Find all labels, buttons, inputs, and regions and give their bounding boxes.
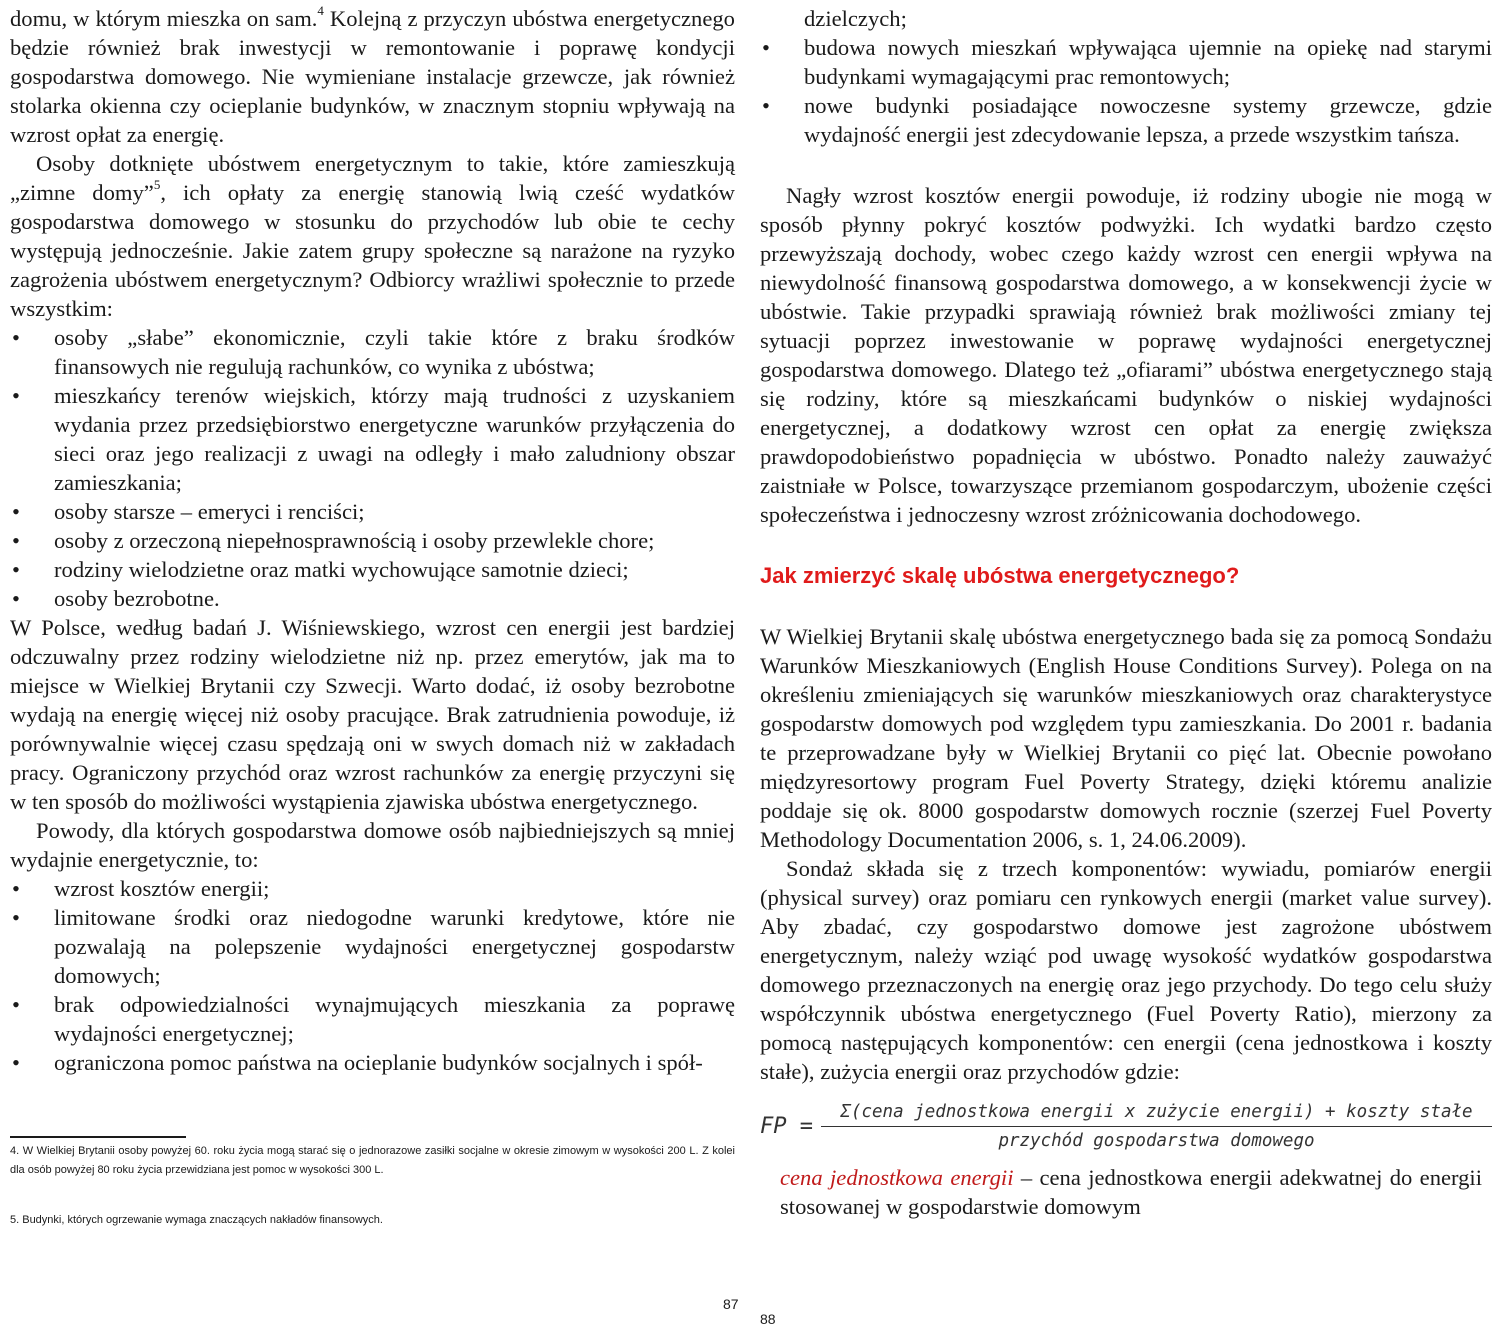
paragraph: W Wielkiej Brytanii skalę ubóstwa energetycznego bada się za pomocą Sondażu Warunków Mieszkaniowych (English House Conditions Survey). Polega on na określeniu zmieniających się warunków mieszkaniowych oraz charakterystyce gospodarstw domowych pod względem typu zamieszkania. Do 2001 r. badania te przeprowadzane były w Wielkiej Brytanii co pięć lat. Obecnie powołano międzyresortowy program Fuel Poverty Strategy, dzięki któremu analizie poddaje się ok. 8000 gospodarstw domowych rocznie (szerzej Fuel Poverty Methodology Documentation 2006, s. 1, 24.06.2009). (760, 624, 1492, 852)
list-item: • brak odpowiedzialności wynajmujących mieszkania za poprawę wydajności energetycznej; (10, 990, 735, 1048)
formula-numerator: Σ(cena jednostkowa energii x zużycie energii) + koszty stałe (821, 1100, 1492, 1127)
footnote-5: 5. Budynki, których ogrzewanie wymaga znaczących nakładów finansowych. (10, 1214, 383, 1226)
list-item: • mieszkańcy terenów wiejskich, którzy mają trudności z uzyskaniem wydania przez przedsiębiorstwo energetyczne warunków przyłączenia do sieci oraz jego realizacji z uwagi na odległy i mało zaludniony obszar zamieszkania; (10, 381, 735, 497)
list-continuation: dzielczych; (804, 6, 907, 31)
page-number-right: 88 (760, 1311, 776, 1327)
footnote-ref-5[interactable]: 5 (153, 177, 161, 193)
paragraph: Osoby dotknięte ubóstwem energetycznym to takie, które zamieszkują „zimne domy”$^5$, ich opłaty za energię stanowią lwią cześć wydatków gospodarstwa domowego w stosunku do przychodów lub obie te cechy występują jednocześnie. Jakie zatem grupy społeczne są narażone na ryzyko zagrożenia ubóstwem energetycznym? Odbiorcy wrażliwi społecznie to przede wszystkim: (10, 151, 735, 321)
list-item: • budowa nowych mieszkań wpływająca ujemnie na opiekę nad starymi budynkami wymagającymi prac remontowych; (760, 33, 1492, 91)
formula-lhs: FP = (760, 1114, 813, 1139)
list-item: • osoby z orzeczoną niepełnosprawnością i osoby przewlekle chore; (10, 526, 735, 555)
vulnerable-groups-list (10, 323, 735, 613)
footnotes (10, 1136, 735, 1230)
definition-term: cena jednostkowa energii (780, 1165, 1014, 1190)
list-item: • rodziny wielodzietne oraz matki wychowujące samotnie dzieci; (10, 555, 735, 584)
list-item: • osoby „słabe” ekonomicznie, czyli takie które z braku środków finansowych nie regulują rachunków, co wynika z ubóstwa; (10, 323, 735, 381)
paragraph: domu, w którym mieszka on sam.$^4$ Kolejną z przyczyn ubóstwa energetycznego będzie również brak inwestycji w remontowanie i poprawę kondycji gospodarstwa domowego. Nie wymieniane instalacje grzewcze, jak również stolarka okienna czy ocieplanie budynków, w znacznym stopniu wpływają na wzrost opłat za energię. (10, 3, 735, 147)
footnote-ref-4[interactable]: 4 (317, 3, 324, 19)
list-item: • limitowane środki oraz niedogodne warunki kredytowe, które nie pozwalają na polepszenie wydajności energetycznej gospodarstw domowych; (10, 903, 735, 990)
list-item: • wzrost kosztów energii; (10, 874, 735, 903)
fuel-poverty-formula (760, 1100, 1492, 1153)
paragraph: Powody, dla których gospodarstwa domowe osób najbiedniejszych są mniej wydajnie energetycznie, to: (10, 818, 735, 872)
paragraph: Nagły wzrost kosztów energii powoduje, iż rodziny ubogie nie mogą w sposób płynny pokryć kosztów podwyżki. Ich wydatki bardzo często przewyższają dochody, wobec czego każdy wzrost cen energii wpływa na niewydolność finansową gospodarstwa domowego, a w konsekwencji życie w ubóstwie. Takie przypadki sprawiają również brak możliwości zmiany tej sytuacji poprzez inwestowanie w poprawę wydajności energetycznej gospodarstwa domowego. Dlatego też „ofiarami” ubóstwa energetycznego stają się rodziny, które są mieszkańcami budynków o niskiej wydajności energetycznej, a dodatkowy wzrost cen opłat za energię zwiększa prawdopodobieństwo popadnięcia w ubóstwo. Ponadto należy zauważyć zaistniałe w Polsce, towarzyszące przemianom gospodarczym, ubożenie części społeczeństwa i jednoczesny wzrost zróżnicowania dochodowego. (760, 183, 1492, 527)
formula-fraction (821, 1100, 1492, 1153)
list-item: • osoby bezrobotne. (10, 584, 735, 613)
page-number-left: 87 (723, 1296, 739, 1312)
definition: cena jednostkowa energii – cena jednostkowa energii adekwatnej do energii stosowanej w gospodarstwie domowym (780, 1165, 1482, 1219)
paragraph: W Polsce, według badań J. Wiśniewskiego, wzrost cen energii jest bardziej odczuwalny przez rodziny wielodzietne niż np. przez emerytów, jak ma to miejsce w Wielkiej Brytanii czy Szwecji. Warto dodać, iż osoby bezrobotne wydają na energię więcej niż osoby pracujące. Brak zatrudnienia powoduje, iż porównywalnie więcej czasu spędzają oni w swych domach niż w zakładach pracy. Ograniczony przychód oraz wzrost rachunków za energię przyczyni się w ten sposób do możliwości wystąpienia zjawiska ubóstwa energetycznego. (10, 615, 735, 814)
footnote-divider (10, 1136, 186, 1138)
left-column (10, 4, 735, 1077)
list-item: • osoby starsze – emeryci i renciści; (10, 497, 735, 526)
paragraph: Sondaż składa się z trzech komponentów: wywiadu, pomiarów energii (physical survey) oraz pomiaru cen rynkowych energii (market value survey). Aby zbadać, czy gospodarstwo domowe jest zagrożone ubóstwem energetycznym, należy wziąć pod uwagę wysokość wydatków gospodarstwa domowego przeznaczonych na energię oraz jego przychody. Do tego celu służy współczynnik ubóstwa energetycznego (Fuel Poverty Ratio), mierzony za pomocą następujących komponentów: cen energii (cena jednostkowa i koszty stałe), zużycia energii oraz przychodów gdzie: (760, 856, 1492, 1084)
list-item: • ograniczona pomoc państwa na ocieplanie budynków socjalnych i spół- (10, 1048, 735, 1077)
formula-denominator: przychód gospodarstwa domowego (998, 1131, 1315, 1151)
section-heading: Jak zmierzyć skalę ubóstwa energetycznego? (760, 563, 1240, 588)
reasons-list-continued (760, 33, 1492, 149)
reasons-list (10, 874, 735, 1077)
footnote-4: 4. W Wielkiej Brytanii osoby powyżej 60. roku życia mogą starać się o jednorazowe zasiłki socjalne w okresie zimowym w wysokości 200 L. Z kolei dla osób powyżej 80 roku życia przewidziana jest pomoc w wysokości 300 L. (10, 1145, 735, 1176)
list-item: • nowe budynki posiadające nowoczesne systemy grzewcze, gdzie wydajność energii jest zdecydowanie lepsza, a przede wszystkim tańsza. (760, 91, 1492, 149)
right-column (760, 4, 1492, 1221)
